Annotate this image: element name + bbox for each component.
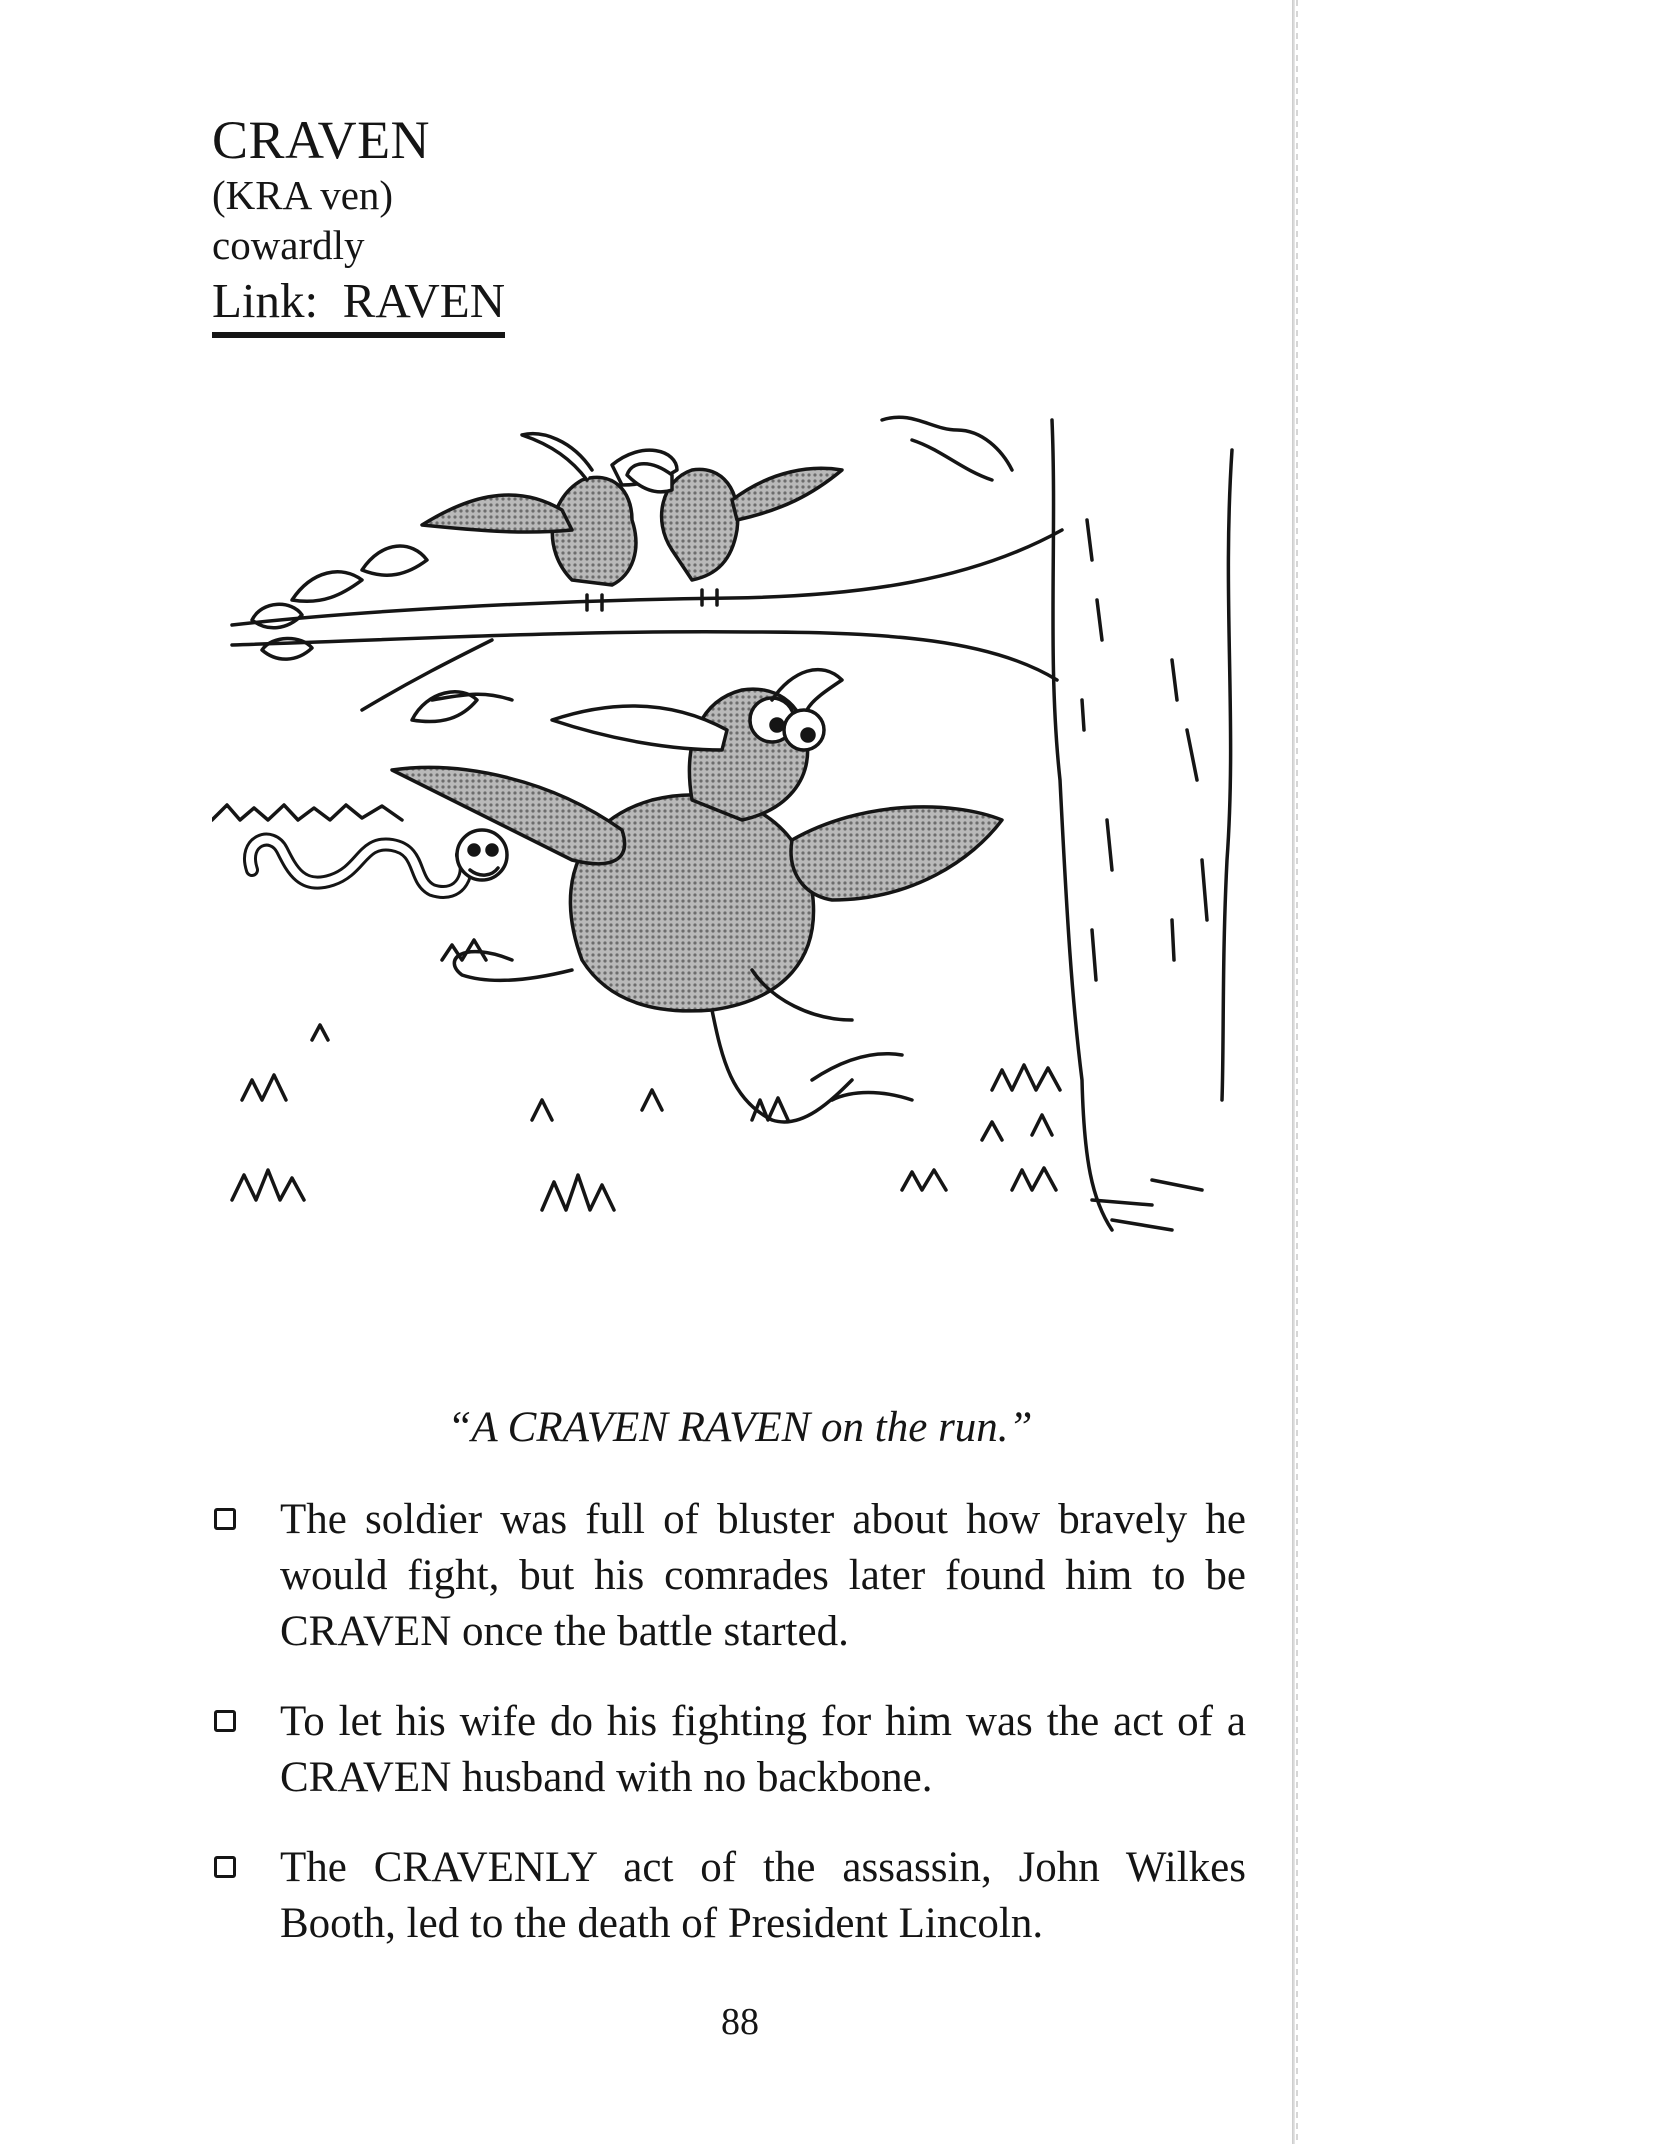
- tree-branch: [232, 530, 1062, 722]
- page-edge: [1292, 0, 1295, 2144]
- grass-line: [212, 805, 402, 820]
- link-label: Link:: [212, 273, 319, 328]
- perched-birds: [422, 434, 842, 610]
- checkbox-icon: [214, 1710, 236, 1732]
- cartoon-craven-raven-illustration: [212, 400, 1252, 1380]
- example-text: The soldier was full of bluster about how bravely he would fight, but his comrades later found him to be CRAVEN once the battle started.: [280, 1496, 1246, 1655]
- checkbox-icon: [214, 1856, 236, 1878]
- worm: [250, 830, 507, 892]
- running-raven: [392, 670, 1002, 1122]
- tree-trunk: [1052, 420, 1232, 1230]
- pronunciation: (KRA ven): [212, 172, 394, 218]
- checkbox-icon: [214, 1508, 236, 1530]
- link-word: RAVEN: [342, 273, 506, 328]
- definition: cowardly: [212, 222, 365, 268]
- list-item: [214, 1840, 1254, 1952]
- example-text: The CRAVENLY act of the assassin, John Wilkes Booth, led to the death of President Lincoln.: [280, 1844, 1246, 1947]
- example-list: [214, 1492, 1254, 1986]
- headword: CRAVEN: [212, 110, 431, 170]
- illustration-caption: “A CRAVEN RAVEN on the run.”: [447, 1404, 1033, 1451]
- list-item: [214, 1694, 1254, 1806]
- entry-header: [212, 110, 505, 338]
- example-text: To let his wife do his fighting for him was the act of a CRAVEN husband with no backbone.: [280, 1698, 1246, 1801]
- list-item: [214, 1492, 1254, 1660]
- link-line: [212, 272, 505, 338]
- tree-leaves: [882, 417, 1012, 480]
- page-number: 88: [721, 2001, 759, 2043]
